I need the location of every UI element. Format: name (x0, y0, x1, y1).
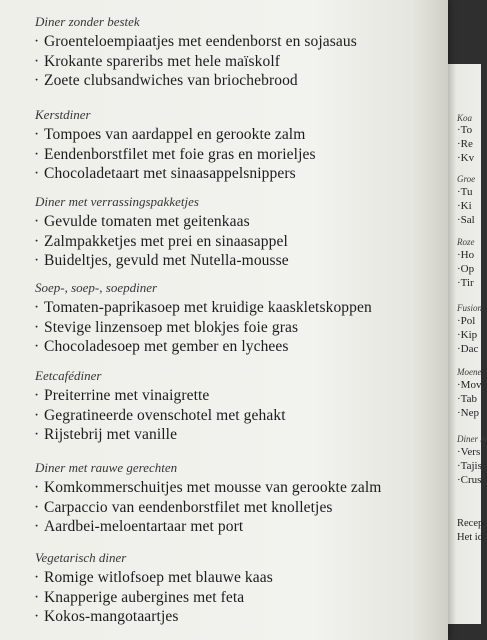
dish-item: · Knapperige aubergines met feta (34, 588, 245, 606)
menu-title: Diner met rauwe gerechten (35, 460, 178, 475)
dish-item: · Preiterrine met vinaigrette (34, 387, 210, 404)
dish-item: ·Ho (457, 249, 475, 261)
dish-item: ·Op (457, 263, 475, 275)
dish-item: ·Nep (457, 407, 479, 419)
dish-item: ·Kv (457, 152, 475, 164)
dish-item: · Chocoladetaart met sinaasappelsnippers (34, 165, 296, 182)
dish-item: ·Vers (457, 446, 481, 458)
dish-item: ·Kip (457, 329, 478, 341)
dish-item: · Buideltjes, gevuld met Nutella-mousse (34, 252, 289, 269)
dish-item: · Aardbei-meloentartaar met port (34, 518, 244, 535)
menu-section (34, 550, 273, 627)
menu-title: Diner m (457, 434, 487, 444)
dish-item: · Gevulde tomaten met geitenkaas (34, 213, 250, 230)
dish-item: · Komkommerschuitjes met mousse van gerookte zalm (34, 479, 382, 496)
dish-item: · Carpaccio van eendenborstfilet met knolletjes (34, 498, 333, 516)
menu-title: Vegetarisch diner (35, 550, 127, 565)
dish-item: ·Tu (457, 186, 473, 198)
right-book-page (448, 64, 487, 624)
dish-item: ·Tab (457, 393, 478, 405)
dish-item: ·Dac (457, 343, 479, 355)
footer-text: Recep (457, 518, 484, 529)
menu-section (34, 107, 316, 184)
menu-section (34, 280, 372, 357)
dish-item: · Groenteloempiaatjes met eendenborst en sojasaus (34, 33, 357, 50)
dish-item: ·Pol (457, 315, 476, 327)
menu-title: Fusion (457, 303, 483, 313)
dish-item: ·Tajis (457, 460, 482, 472)
dish-item: · Zalmpakketjes met prei en sinaasappel (34, 232, 288, 250)
menu-title: Kerstdiner (35, 107, 91, 122)
dish-item: · Zoete clubsandwiches van briochebrood (34, 72, 298, 89)
dish-item: · Romige witlofsoep met blauwe kaas (34, 569, 273, 586)
menu-title: Diner zonder bestek (35, 14, 140, 29)
dish-item: · Tompoes van aardappel en gerookte zalm (34, 126, 306, 143)
dish-item: · Eendenborstfilet met foie gras en morieljes (34, 145, 316, 163)
menu-title: Roze (457, 237, 475, 247)
dish-item: ·Re (457, 138, 473, 150)
menu-title: Soep-, soep-, soepdiner (35, 280, 158, 295)
menu-title: Moene (457, 367, 482, 377)
dish-item: · Stevige linzensoep met blokjes foie gras (34, 318, 299, 336)
dish-item: · Krokante spareribs met hele maïskolf (34, 52, 281, 70)
dish-item: · Chocoladesoep met gember en lychees (34, 338, 289, 355)
dish-item: · Gegratineerde ovenschotel met gehakt (34, 406, 286, 424)
menu-title: Groe (457, 174, 476, 184)
menu-section (34, 14, 357, 91)
dish-item: ·Ki (457, 200, 472, 212)
menu-title: Diner met verrassingspakketjes (35, 194, 199, 209)
menu-title: Koa (457, 113, 473, 123)
dish-item: ·Mov (457, 379, 482, 391)
menu-section (34, 194, 289, 271)
dish-item: ·To (457, 124, 473, 136)
dish-item: · Kokos-mangotaartjes (34, 608, 179, 625)
footer-text: Het id (457, 532, 483, 543)
menu-section (34, 460, 381, 537)
dish-item: ·Crus (457, 474, 482, 486)
menu-section (34, 368, 286, 445)
dish-item: · Tomaten-paprikasoep met kruidige kaaskletskoppen (34, 299, 372, 316)
dish-item: ·Sal (457, 214, 475, 226)
menu-title: Eetcafédiner (35, 368, 102, 383)
dish-item: ·Tir (457, 277, 474, 289)
dish-item: · Rijstebrij met vanille (34, 426, 178, 443)
